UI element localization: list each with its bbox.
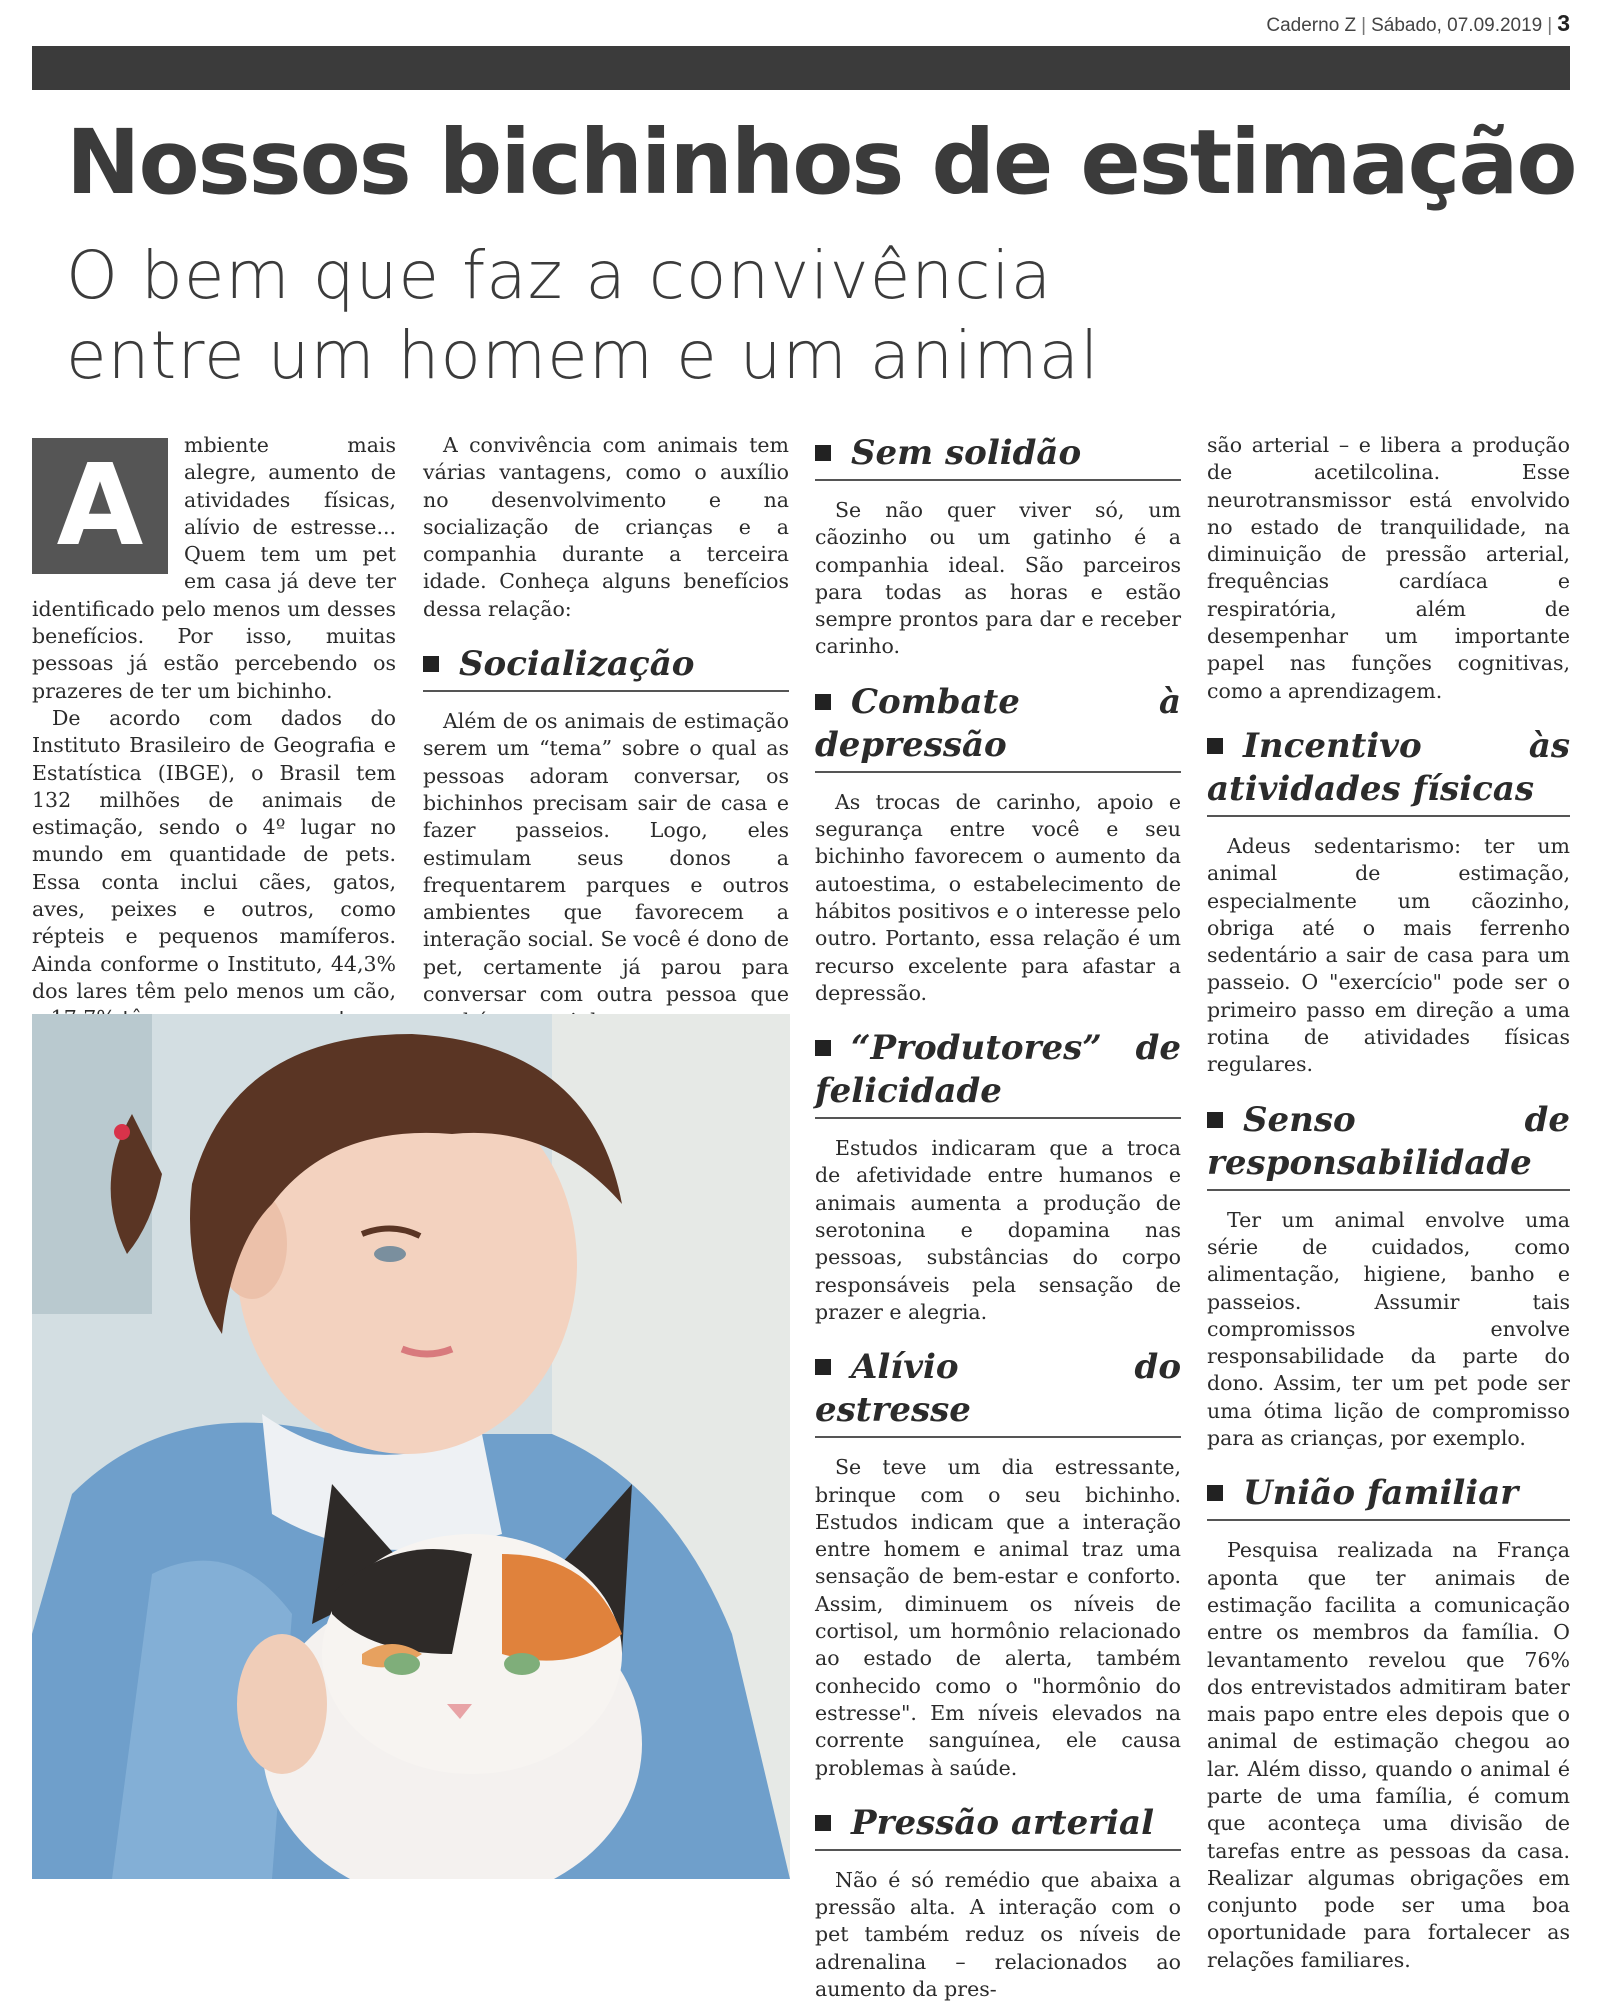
folio-section: Caderno Z [1266,15,1357,36]
section-heading-depressao [815,681,1181,773]
section-text-pressao-continued: são arterial – e libera a produção de acetilcolina. Esse neurotransmissor está envolvido no estado de tranquilidade, na diminuição de pressão arterial, frequências cardíaca e respiratória, além de desempenhar um importante papel nas funções cognitivas, como a aprendizagem. [1207,433,1570,703]
section-title: Pressão arterial [851,1802,1154,1843]
drop-cap: A [32,438,168,574]
folio-page-number: 3 [1557,10,1570,36]
headline: Nossos bichinhos de estimação [66,110,1576,214]
square-bullet-icon [815,1040,831,1056]
section-title: Alívio do estresse [815,1347,1181,1431]
top-bar [32,46,1570,90]
section-heading-estresse [815,1346,1181,1438]
section-title: Senso de responsabilidade [1207,1099,1570,1183]
section-title: “Produtores” de felicidade [815,1028,1181,1112]
square-bullet-icon [1207,738,1223,754]
section-text-atividades: Adeus sedentarismo: ter um animal de estimação, especialmente um cãozinho, obriga até o mais ferrenho sedentário a sair de casa para um passeio. O "exercício" pode ser o primeiro passo em direção a uma rotina de atividades físicas regulares. [1207,833,1570,1077]
square-bullet-icon [1207,1112,1223,1128]
square-bullet-icon [1207,1485,1223,1501]
section-heading-sem-solidao [815,432,1181,481]
column-1 [32,432,396,1033]
section-heading-uniao [1207,1472,1570,1521]
page-folio: Caderno Z | Sábado, 07.09.2019 | 3 [1266,10,1570,36]
section-heading-felicidade [815,1027,1181,1119]
section-title: Socialização [459,644,695,685]
section-title: União familiar [1243,1473,1519,1514]
intro-paragraph-3: A convivência com animais tem várias vantagens, como o auxílio no desenvolvimento e na socialização de crianças e a companhia durante a terceira idade. Conheça alguns benefícios dessa relação: [423,433,789,621]
section-text-estresse: Se teve um dia estressante, brinque com o seu bichinho. Estudos indicam que a interação entre homem e animal traz uma sensação de bem-estar e conforto. Assim, diminuem os níveis de cortisol, um hormônio relacionado ao estado de alerta, também conhecido como o "hormônio do estresse". Em níveis elevados na corrente sanguínea, ele causa problemas à saúde. [815,1455,1181,1780]
photo-girl-with-cat [32,1014,790,1879]
section-title: Sem solidão [851,433,1082,473]
section-title: Combate à depressão [815,681,1181,765]
column-2 [423,432,789,1063]
column-4 [1207,432,1570,1974]
section-heading-atividades [1207,725,1570,817]
subheadline-line-2: entre um homem e um animal [66,317,1100,394]
column-3 [815,432,1181,2003]
square-bullet-icon [423,656,439,672]
section-text-uniao: Pesquisa realizada na França aponta que ter animais de estimação facilita a comunicação entre os membros da família. O levantamento revelou que 76% dos entrevistados admitiram bater mais papo entre eles depois que o animal de estimação chegou ao lar. Além disso, quando o animal é parte de uma família, é comum que aconteça uma divisão de tarefas entre as pessoas da casa. Realizar algumas obrigações em conjunto pode ser uma boa oportunidade para fortalecer as relações familiares. [1207,1538,1570,1972]
section-heading-responsabilidade [1207,1099,1570,1191]
section-title: Incentivo às atividades físicas [1207,725,1570,809]
square-bullet-icon [815,1359,831,1375]
section-text-responsabilidade: Ter um animal envolve uma série de cuidados, como alimentação, higiene, banho e passeios. Assumir tais compromissos envolve responsabilidade da parte do dono. Assim, ter um pet pode ser uma ótima lição de compromisso para as crianças, por exemplo. [1207,1207,1570,1451]
section-text-socializacao: Além de os animais de estimação serem um “tema” sobre o qual as pessoas adoram conversar, os bichinhos precisam sair de casa e fazer passeios. Logo, eles estimulam seus donos a frequentarem parques e outros ambientes que favorecem a interação social. Se você é dono de pet, certamente já parou para conversar com outra pessoa que [423,709,789,1007]
square-bullet-icon [815,445,831,461]
photo-illustration [32,1014,790,1879]
folio-date: Sábado, 07.09.2019 [1371,15,1543,36]
section-heading-socializacao [423,643,789,692]
subheadline [66,236,1099,396]
section-text-depressao: As trocas de carinho, apoio e segurança entre você e seu bichinho favorecem o aumento da autoestima, o estabelecimento de hábitos positivos e o interesse pelo outro. Portanto, essa relação é um recurso excelente para afastar a depressão. [815,789,1181,1005]
section-text-pressao: Não é só remédio que abaixa a pressão alta. A interação com o pet também reduz os níveis de adrenalina – relacionados ao aumento da pres- [815,1867,1181,2001]
square-bullet-icon [815,694,831,710]
intro-paragraph-2: De acordo com dados do Instituto Brasileiro de Geografia e Estatística (IBGE), o Brasil tem 132 milhões de animais de estimação, sendo o 4º lugar no mundo em quantidade de pets. Essa conta inclui cães, gatos, aves, peixes e outros, como répteis e pequenos mamíferos. Ainda conforme o Instituto, 44,3% dos lares têm pelo menos um cão, [32,705,396,1003]
square-bullet-icon [815,1815,831,1831]
section-text-sem-solidao: Se não quer viver só, um cãozinho ou um gatinho é a companhia ideal. São parceiros para todas as horas e estão sempre prontos para dar e receber carinho. [815,498,1181,659]
subheadline-line-1: O bem que faz a convivência [66,237,1053,314]
section-heading-pressao [815,1802,1181,1851]
intro-paragraph-1: mbiente mais alegre, aumento de atividades físicas, alívio de estresse... Quem tem um pet em casa já deve ter identificado pelo menos um desses benefícios. Por isso, muitas pessoas já estão percebendo os prazeres de ter um bichinho. [32,433,396,703]
section-text-felicidade: Estudos indicaram que a troca de afetividade entre humanos e animais aumenta a produção de serotonina e dopamina nas pessoas, substâncias do corpo responsáveis pela sensação de prazer e alegria. [815,1136,1181,1324]
